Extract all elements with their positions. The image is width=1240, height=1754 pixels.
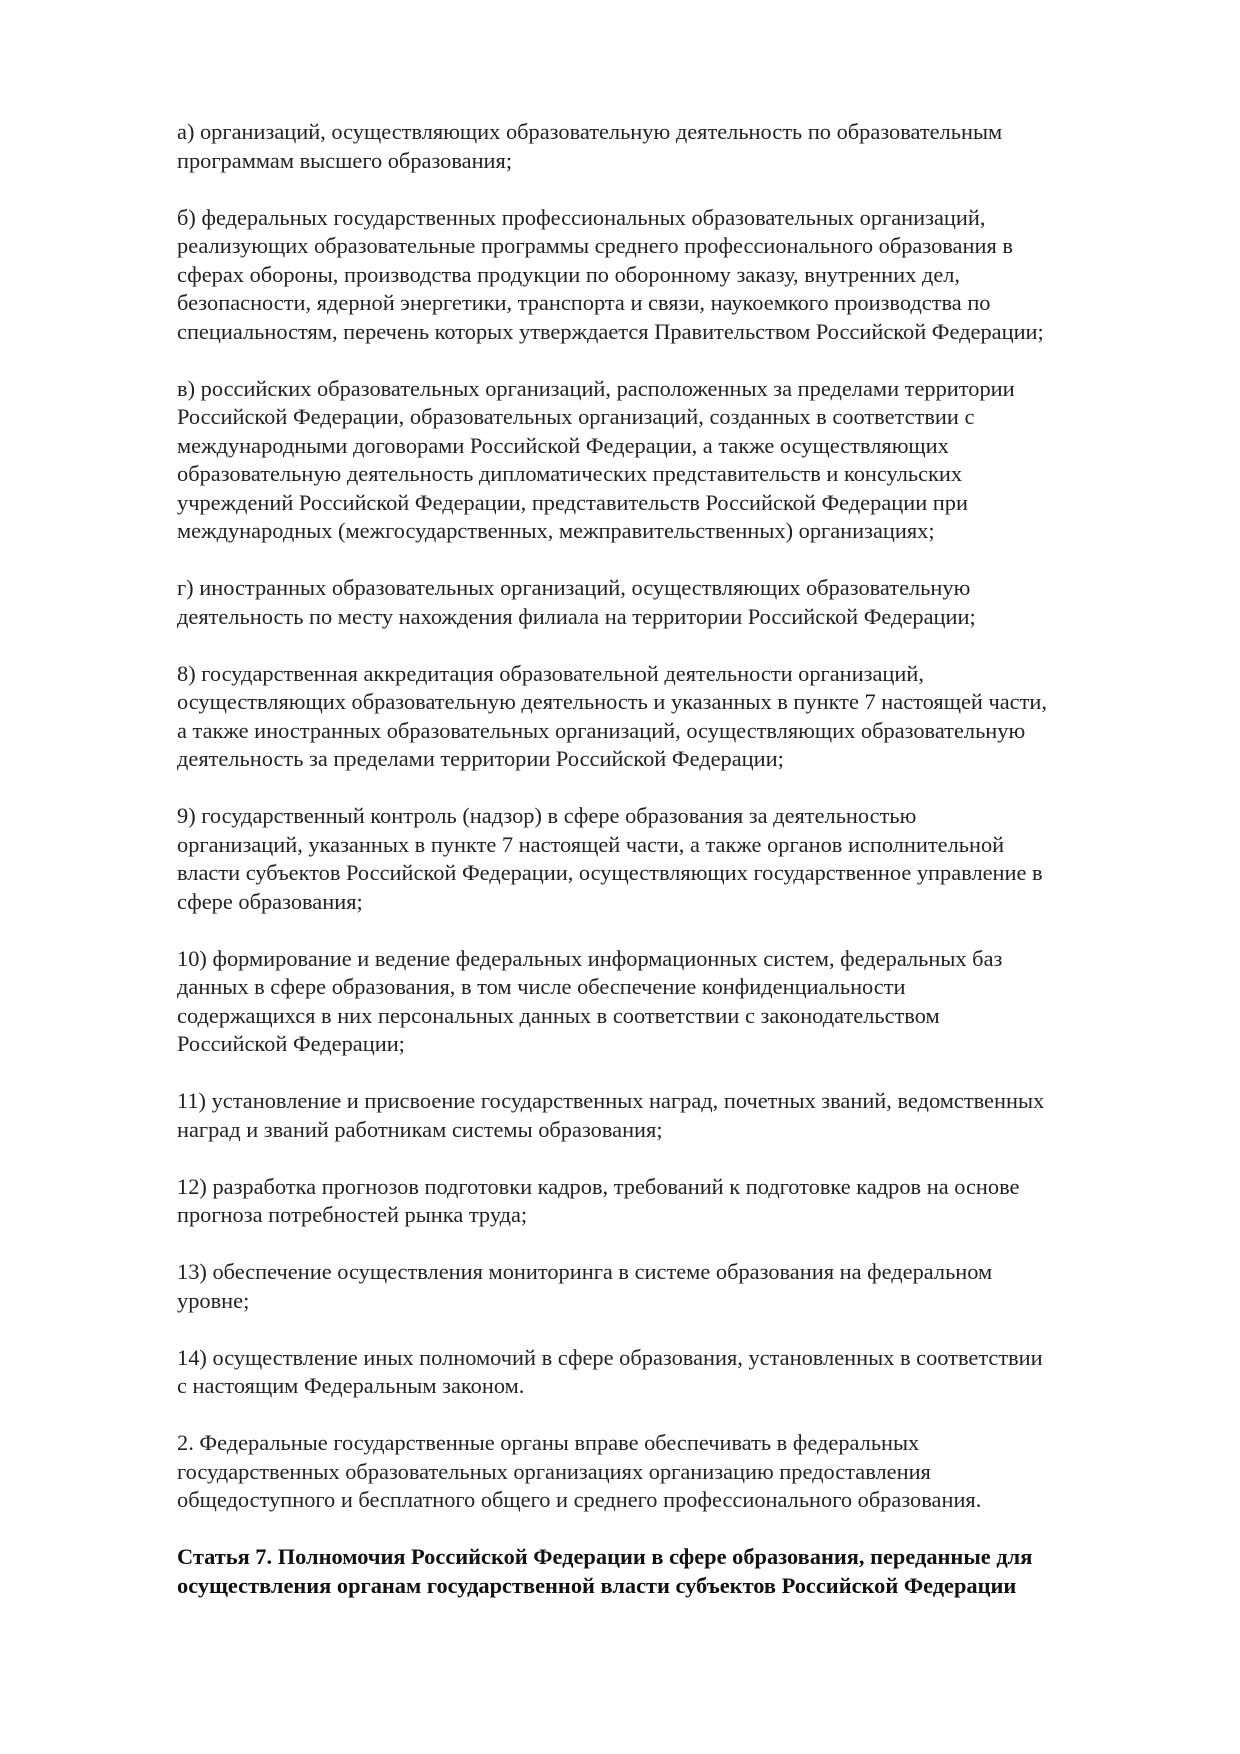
text-line: осуществляющих образовательную деятельность и указанных в пункте 7 настоящей части,	[177, 689, 1047, 714]
text-line: с настоящим Федеральным законом.	[177, 1373, 525, 1398]
paragraph-item-11	[177, 1087, 1167, 1144]
heading-line: Статья 7. Полномочия Российской Федерации в сфере образования, переданные для	[177, 1544, 1033, 1569]
text-line: 11) установление и присвоение государственных наград, почетных званий, ведомственных	[177, 1088, 1045, 1113]
text-line: специальностям, перечень которых утверждается Правительством Российской Федерации;	[177, 318, 1044, 344]
text-line: данных в сфере образования, в том числе обеспечение конфиденциальности	[177, 974, 906, 999]
text-line: деятельность по месту нахождения филиала на территории Российской Федерации;	[177, 603, 976, 629]
paragraph-item-v	[177, 375, 1167, 546]
text-line: программам высшего образования;	[177, 147, 513, 173]
text-line: учреждений Российской Федерации, представительств Российской Федерации при	[177, 489, 968, 515]
text-line: 12) разработка прогнозов подготовки кадров, требований к подготовке кадров на основе	[177, 1173, 1020, 1199]
text-line: в) российских образовательных организаций, расположенных за пределами территории	[177, 375, 1015, 401]
text-line: власти субъектов Российской Федерации, осуществляющих государственное управление в	[177, 860, 1043, 885]
text-line: прогноза потребностей рынка труда;	[177, 1202, 528, 1227]
text-line: содержащихся в них персональных данных в соответствии с законодательством	[177, 1002, 940, 1028]
text-line: общедоступного и бесплатного общего и среднего профессионального образования.	[177, 1487, 982, 1512]
text-line: 2. Федеральные государственные органы вправе обеспечивать в федеральных	[177, 1430, 920, 1455]
paragraph-item-10	[177, 945, 1167, 1059]
text-line: организаций, указанных в пункте 7 настоящей части, а также органов исполнительной	[177, 831, 1005, 857]
text-line: сфере образования;	[177, 888, 363, 914]
paragraph-item-8	[177, 660, 1167, 774]
text-line: 14) осуществление иных полномочий в сфере образования, установленных в соответствии	[177, 1344, 1043, 1370]
paragraph-item-a	[177, 118, 1167, 175]
paragraph-item-b	[177, 204, 1167, 347]
text-line: реализующих образовательные программы среднего профессионального образования в	[177, 233, 1013, 258]
text-line: 8) государственная аккредитация образовательной деятельности организаций,	[177, 660, 924, 686]
text-line: а) организаций, осуществляющих образовательную деятельность по образовательным	[177, 119, 1003, 144]
paragraph-item-14	[177, 1344, 1167, 1401]
paragraph-item-g	[177, 574, 1167, 631]
paragraph-item-13	[177, 1258, 1167, 1315]
text-line: государственных образовательных организациях организацию предоставления	[177, 1458, 931, 1484]
document-body	[177, 118, 1167, 1600]
text-line: а также иностранных образовательных организаций, осуществляющих образовательную	[177, 717, 1026, 743]
text-line: Российской Федерации;	[177, 1031, 405, 1056]
text-line: сферах обороны, производства продукции по оборонному заказу, внутренних дел,	[177, 261, 961, 287]
heading-line: осуществления органам государственной власти субъектов Российской Федерации	[177, 1572, 1017, 1598]
article-7-heading	[177, 1543, 1167, 1600]
text-line: 10) формирование и ведение федеральных информационных систем, федеральных баз	[177, 945, 1003, 971]
text-line: 13) обеспечение осуществления мониторинга в системе образования на федеральном	[177, 1259, 993, 1284]
paragraph-item-9	[177, 802, 1167, 916]
text-line: уровне;	[177, 1287, 250, 1313]
text-line: международными договорами Российской Федерации, а также осуществляющих	[177, 432, 949, 458]
text-line: г) иностранных образовательных организаций, осуществляющих образовательную	[177, 575, 971, 600]
paragraph-item-12	[177, 1173, 1167, 1230]
text-line: международных (межгосударственных, межправительственных) организациях;	[177, 518, 935, 543]
text-line: Российской Федерации, образовательных организаций, созданных в соответствии с	[177, 404, 975, 429]
text-line: безопасности, ядерной энергетики, транспорта и связи, наукоемкого производства по	[177, 290, 991, 315]
text-line: б) федеральных государственных профессиональных образовательных организаций,	[177, 204, 986, 230]
text-line: деятельность за пределами территории Российской Федерации;	[177, 746, 784, 771]
text-line: 9) государственный контроль (надзор) в сфере образования за деятельностью	[177, 803, 917, 828]
paragraph-part-2	[177, 1429, 1167, 1515]
text-line: образовательную деятельность дипломатических представительств и консульских	[177, 461, 963, 486]
text-line: наград и званий работникам системы образования;	[177, 1116, 663, 1142]
